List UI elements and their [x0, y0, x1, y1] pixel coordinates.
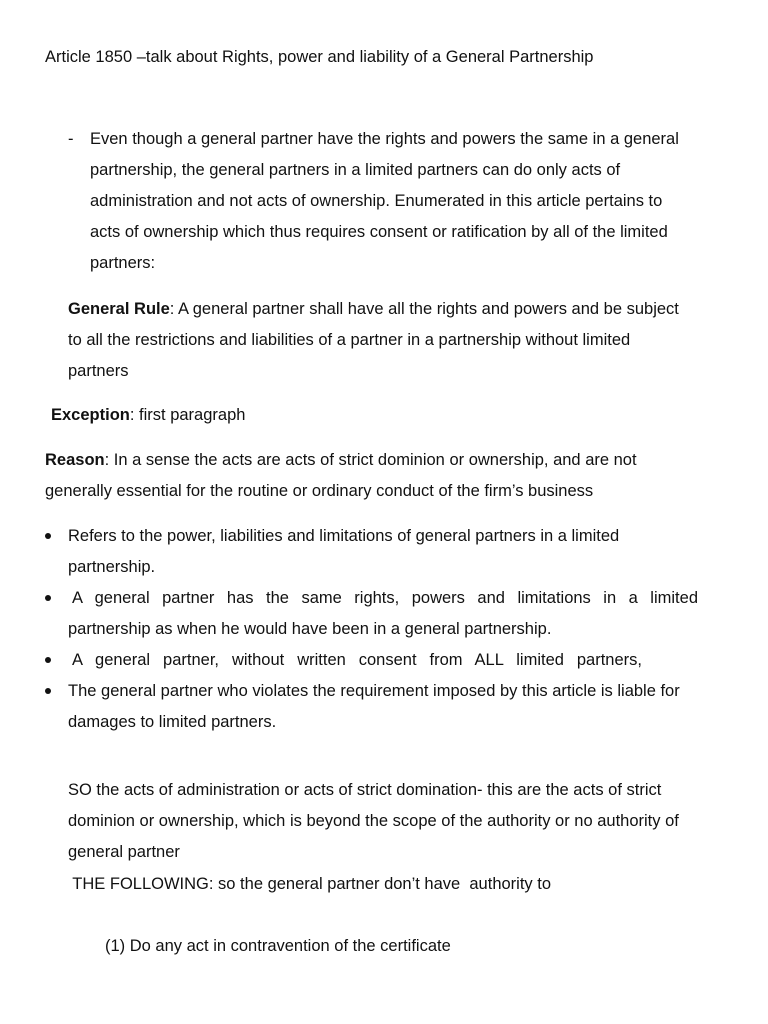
- bullet-dot-icon: [45, 595, 51, 601]
- so-paragraph: [68, 775, 728, 868]
- bullet-dot-icon: [45, 688, 51, 694]
- reason-line: [45, 445, 735, 476]
- bullet-line: partnership as when he would have been in a general partnership.: [68, 620, 552, 638]
- general-rule-paragraph: [68, 294, 728, 387]
- exception-label: Exception: [51, 406, 130, 424]
- reason-label: Reason: [45, 451, 105, 469]
- so-paragraph-line: SO the acts of administration or acts of strict domination- this are the acts of strict: [68, 781, 662, 799]
- dash-item-line: partners:: [90, 254, 156, 272]
- general-rule-line: [68, 294, 728, 325]
- general-rule-label: General Rule: [68, 300, 170, 318]
- bullet-line: damages to limited partners.: [68, 713, 277, 731]
- following-line: THE FOLLOWING: so the general partner don’t have authority to: [68, 875, 552, 893]
- dash-item-line: administration and not acts of ownership. Enumerated in this article pertains to: [90, 192, 663, 210]
- so-paragraph-line: dominion or ownership, which is beyond the scope of the authority or no authority of: [68, 812, 679, 830]
- general-rule-text: : A general partner shall have all the rights and powers and be subject: [169, 300, 679, 318]
- bullet-line: A general partner has the same rights, powers and limitations in a limited: [72, 589, 698, 607]
- bullet-list: [45, 521, 725, 738]
- bullet-item: [45, 676, 725, 738]
- reason-line: generally essential for the routine or ordinary conduct of the firm’s business: [45, 482, 594, 500]
- exception-line: [51, 400, 711, 431]
- bullet-item: [45, 521, 725, 583]
- article-title: Article 1850 –talk about Rights, power and liability of a General Partnership: [45, 48, 594, 66]
- so-paragraph-line: general partner: [68, 843, 180, 861]
- bullet-dot-icon: [45, 657, 51, 663]
- exception-paragraph: [51, 400, 711, 431]
- bullet-line: A general partner, without written consent from ALL limited partners,: [72, 651, 642, 669]
- reason-paragraph: [45, 445, 735, 507]
- general-rule-line: to all the restrictions and liabilities of a partner in a partnership without limited: [68, 331, 631, 349]
- dash-item-text: [90, 124, 726, 279]
- bullet-line: Refers to the power, liabilities and limitations of general partners in a limited: [68, 527, 620, 545]
- exception-text: : first paragraph: [129, 406, 246, 424]
- general-rule-line: partners: [68, 362, 129, 380]
- numbered-item: (1) Do any act in contravention of the certificate: [105, 937, 451, 955]
- bullet-dot-icon: [45, 533, 51, 539]
- bullet-item: [45, 583, 725, 645]
- bullet-item: [45, 645, 725, 676]
- dash-marker: -: [68, 130, 74, 148]
- reason-text: : In a sense the acts are acts of strict dominion or ownership, and are not: [104, 451, 637, 469]
- dash-item-line: partnership, the general partners in a limited partners can do only acts of: [90, 161, 621, 179]
- dash-item-line: Even though a general partner have the rights and powers the same in a general: [90, 130, 679, 148]
- dash-item-line: acts of ownership which thus requires consent or ratification by all of the limited: [90, 223, 668, 241]
- bullet-line: The general partner who violates the requirement imposed by this article is liable for: [68, 682, 680, 700]
- bullet-line: partnership.: [68, 558, 156, 576]
